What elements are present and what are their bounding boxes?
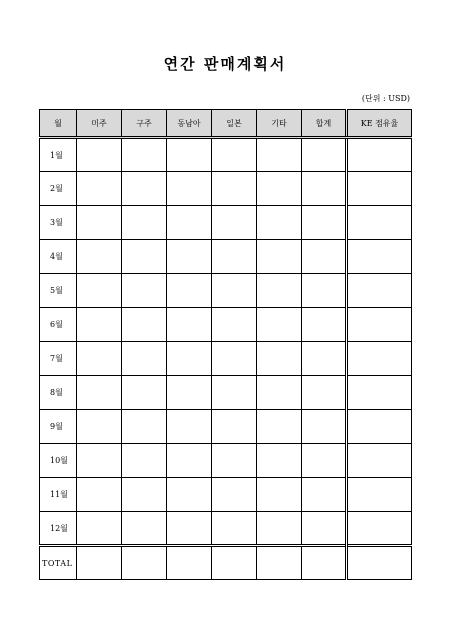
cell-sum[interactable] — [302, 308, 347, 342]
cell-sum[interactable] — [302, 172, 347, 206]
row-label: 11월 — [40, 478, 77, 512]
cell-other[interactable] — [257, 172, 302, 206]
cell-japan[interactable] — [212, 172, 257, 206]
cell-other[interactable] — [257, 546, 302, 580]
cell-sum[interactable] — [302, 546, 347, 580]
cell-europe[interactable] — [122, 308, 167, 342]
cell-other[interactable] — [257, 410, 302, 444]
cell-ke-share[interactable] — [347, 444, 412, 478]
cell-southeast-asia[interactable] — [167, 240, 212, 274]
cell-americas[interactable] — [77, 376, 122, 410]
table-row — [40, 546, 412, 580]
row-label: 8월 — [40, 376, 77, 410]
cell-other[interactable] — [257, 308, 302, 342]
cell-sum[interactable] — [302, 342, 347, 376]
cell-europe[interactable] — [122, 410, 167, 444]
cell-other[interactable] — [257, 240, 302, 274]
cell-japan[interactable] — [212, 376, 257, 410]
cell-americas[interactable] — [77, 172, 122, 206]
row-label: 3월 — [40, 206, 77, 240]
header-japan: 일본 — [212, 110, 257, 138]
cell-sum[interactable] — [302, 512, 347, 546]
cell-ke-share[interactable] — [347, 274, 412, 308]
row-label: 5월 — [40, 274, 77, 308]
header-month: 월 — [40, 110, 77, 138]
cell-other[interactable] — [257, 512, 302, 546]
table-row — [40, 512, 412, 546]
cell-southeast-asia[interactable] — [167, 546, 212, 580]
header-americas: 미주 — [77, 110, 122, 138]
cell-ke-share[interactable] — [347, 478, 412, 512]
cell-ke-share[interactable] — [347, 308, 412, 342]
cell-ke-share[interactable] — [347, 138, 412, 172]
cell-europe[interactable] — [122, 274, 167, 308]
table-row — [40, 240, 412, 274]
cell-americas[interactable] — [77, 240, 122, 274]
cell-sum[interactable] — [302, 206, 347, 240]
cell-japan[interactable] — [212, 138, 257, 172]
cell-ke-share[interactable] — [347, 240, 412, 274]
cell-sum[interactable] — [302, 410, 347, 444]
header-sum: 합계 — [302, 110, 347, 138]
header-southeast-asia: 동남아 — [167, 110, 212, 138]
row-label: 12월 — [40, 512, 77, 546]
cell-southeast-asia[interactable] — [167, 512, 212, 546]
cell-japan[interactable] — [212, 444, 257, 478]
cell-other[interactable] — [257, 274, 302, 308]
cell-japan[interactable] — [212, 274, 257, 308]
header-europe: 구주 — [122, 110, 167, 138]
unit-note: (단위 : USD) — [361, 94, 410, 103]
cell-other[interactable] — [257, 444, 302, 478]
header-row — [40, 110, 412, 138]
cell-ke-share[interactable] — [347, 342, 412, 376]
table-row — [40, 172, 412, 206]
table-row — [40, 274, 412, 308]
cell-southeast-asia[interactable] — [167, 478, 212, 512]
cell-ke-share[interactable] — [347, 410, 412, 444]
cell-europe[interactable] — [122, 172, 167, 206]
table-row — [40, 478, 412, 512]
cell-americas[interactable] — [77, 206, 122, 240]
cell-ke-share[interactable] — [347, 376, 412, 410]
cell-other[interactable] — [257, 138, 302, 172]
cell-americas[interactable] — [77, 546, 122, 580]
header-ke-share: KE 점유율 — [347, 110, 412, 138]
cell-europe[interactable] — [122, 376, 167, 410]
cell-japan[interactable] — [212, 478, 257, 512]
cell-japan[interactable] — [212, 410, 257, 444]
cell-ke-share[interactable] — [347, 512, 412, 546]
cell-americas[interactable] — [77, 478, 122, 512]
cell-sum[interactable] — [302, 274, 347, 308]
cell-japan[interactable] — [212, 240, 257, 274]
sales-plan-table — [39, 109, 412, 580]
cell-southeast-asia[interactable] — [167, 138, 212, 172]
table-row — [40, 138, 412, 172]
cell-europe[interactable] — [122, 240, 167, 274]
cell-japan[interactable] — [212, 308, 257, 342]
cell-southeast-asia[interactable] — [167, 206, 212, 240]
cell-europe[interactable] — [122, 206, 167, 240]
cell-southeast-asia[interactable] — [167, 410, 212, 444]
page-title: 연간 판매계획서 — [163, 55, 287, 73]
row-label: TOTAL — [40, 546, 77, 580]
cell-southeast-asia[interactable] — [167, 172, 212, 206]
cell-europe[interactable] — [122, 138, 167, 172]
cell-southeast-asia[interactable] — [167, 342, 212, 376]
cell-southeast-asia[interactable] — [167, 308, 212, 342]
cell-ke-share[interactable] — [347, 546, 412, 580]
table-row — [40, 376, 412, 410]
cell-southeast-asia[interactable] — [167, 444, 212, 478]
cell-japan[interactable] — [212, 342, 257, 376]
cell-sum[interactable] — [302, 240, 347, 274]
cell-americas[interactable] — [77, 342, 122, 376]
cell-europe[interactable] — [122, 478, 167, 512]
cell-americas[interactable] — [77, 138, 122, 172]
row-label: 2월 — [40, 172, 77, 206]
cell-other[interactable] — [257, 206, 302, 240]
table-row — [40, 444, 412, 478]
cell-europe[interactable] — [122, 512, 167, 546]
cell-europe[interactable] — [122, 444, 167, 478]
cell-americas[interactable] — [77, 444, 122, 478]
table-row — [40, 206, 412, 240]
cell-americas[interactable] — [77, 274, 122, 308]
cell-japan[interactable] — [212, 206, 257, 240]
row-label: 6월 — [40, 308, 77, 342]
cell-southeast-asia[interactable] — [167, 274, 212, 308]
cell-americas[interactable] — [77, 308, 122, 342]
cell-other[interactable] — [257, 478, 302, 512]
row-label: 9월 — [40, 410, 77, 444]
row-label: 7월 — [40, 342, 77, 376]
cell-ke-share[interactable] — [347, 206, 412, 240]
row-label: 10월 — [40, 444, 77, 478]
cell-southeast-asia[interactable] — [167, 376, 212, 410]
cell-europe[interactable] — [122, 546, 167, 580]
cell-americas[interactable] — [77, 410, 122, 444]
cell-other[interactable] — [257, 376, 302, 410]
cell-europe[interactable] — [122, 342, 167, 376]
cell-sum[interactable] — [302, 478, 347, 512]
cell-sum[interactable] — [302, 444, 347, 478]
cell-sum[interactable] — [302, 376, 347, 410]
table-row — [40, 410, 412, 444]
cell-other[interactable] — [257, 342, 302, 376]
cell-japan[interactable] — [212, 512, 257, 546]
header-other: 기타 — [257, 110, 302, 138]
cell-sum[interactable] — [302, 138, 347, 172]
table-row — [40, 342, 412, 376]
row-label: 1월 — [40, 138, 77, 172]
cell-ke-share[interactable] — [347, 172, 412, 206]
row-label: 4월 — [40, 240, 77, 274]
table-row — [40, 308, 412, 342]
cell-americas[interactable] — [77, 512, 122, 546]
cell-japan[interactable] — [212, 546, 257, 580]
